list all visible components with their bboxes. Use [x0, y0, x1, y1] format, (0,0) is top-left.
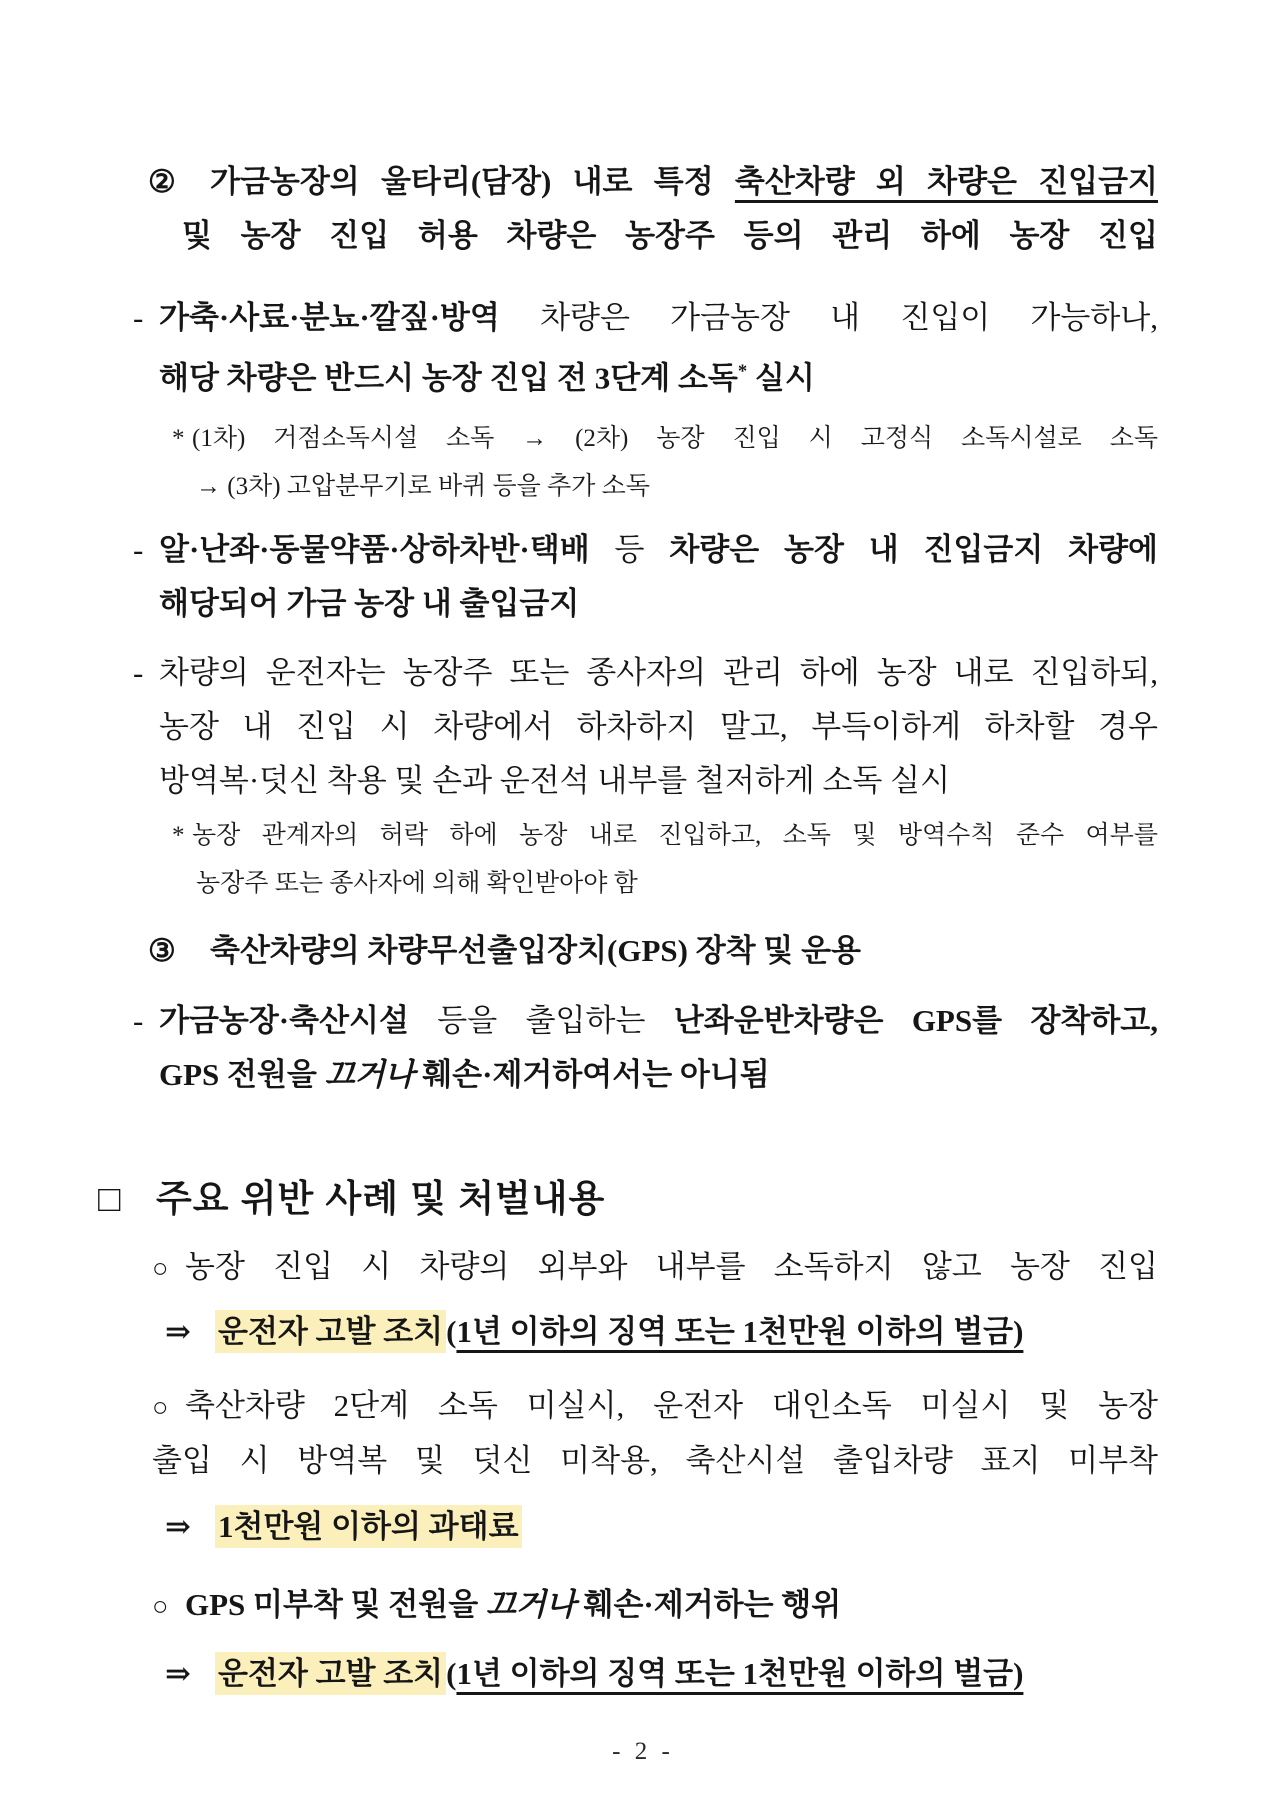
circle-bullet-marker: ○: [152, 1253, 169, 1284]
item-2-line-2: 및 농장 진입 허용 차량은 농장주 등의 관리 하에 농장 진입: [182, 218, 1158, 253]
asterisk-marker: *: [172, 425, 185, 453]
asterisk-marker: *: [172, 822, 185, 850]
dash-item-2-line-1: [133, 523, 1158, 577]
case-3-text-2: 훼손·제거하는 행위: [575, 1587, 842, 1623]
circled-3-marker: ③: [148, 933, 176, 969]
circle-bullet-marker: ○: [152, 1392, 169, 1423]
penalty-1-underline: 1년 이하의 징역 또는 1천만원 이하의 벌금): [456, 1314, 1024, 1350]
circled-2-marker: ②: [148, 164, 176, 199]
dash-item-3-line-3: 방역복·덧신 착용 및 손과 운전석 내부를 철저하게 소독 실시: [159, 763, 951, 799]
item-2-line-1: [148, 0, 1158, 209]
case-3-text-1: GPS 미부착 및 전원을: [185, 1587, 486, 1623]
item-2-text: 가금농장의 울타리(담장) 내로 특정: [210, 164, 735, 199]
dash-item-4-line-1: [133, 994, 1158, 1048]
case-2-line-1: [152, 1379, 1158, 1434]
case-2-text-1: 축산차량 2단계 소독 미실시, 운전자 대인소독 미실시 및 농장: [185, 1388, 1158, 1424]
penalty-3-underline: 1년 이하의 징역 또는 1천만원 이하의 벌금): [456, 1656, 1024, 1692]
dash-4-bold-text-2: 난좌운반차량은 GPS를 장착하고,: [673, 1003, 1158, 1039]
dash-marker: -: [133, 1003, 144, 1039]
dash-1-bold-text: 가축·사료·분뇨·깔짚·방역: [159, 300, 500, 335]
circle-bullet-marker: ○: [152, 1591, 169, 1622]
item-3-text: 축산차량의 차량무선출입장치(GPS) 장착 및 운용: [210, 933, 861, 969]
dash-2-bold-text-2: 차량은 농장 내 진입금지 차량에: [669, 532, 1159, 568]
section-title: 주요 위반 사례 및 처벌내용: [156, 1178, 606, 1220]
case-3-italic-text: 끄거나: [485, 1587, 576, 1623]
dash-2-text: 등: [589, 532, 670, 568]
dash-4-text: 등을 출입하는: [408, 1003, 674, 1039]
case-2-line-2: 출입 시 방역복 및 덧신 미착용, 축산시설 출입차량 표지 미부착: [152, 1443, 1158, 1479]
double-arrow-marker: ⇒: [165, 1314, 191, 1350]
dash-4-bold-text: 가금농장·축산시설: [159, 1003, 409, 1039]
dash-4-bold-text-4: 훼손·제거하여서는 아니됨: [414, 1057, 770, 1093]
penalty-2-line: [165, 1500, 1158, 1554]
double-arrow-marker: ⇒: [165, 1656, 191, 1692]
dash-1-bold-text-3: 실시: [747, 360, 815, 396]
penalty-1-line: [165, 1305, 1158, 1359]
double-arrow-marker: ⇒: [165, 1509, 191, 1545]
item-2-underlined-phrase: 축산차량 외 차량은 진입금지: [734, 164, 1158, 199]
dash-3-text-1: 차량의 운전자는 농장주 또는 종사자의 관리 하에 농장 내로 진입하되,: [159, 655, 1158, 691]
penalty-2-highlight: 1천만원 이하의 과태료: [215, 1505, 522, 1548]
dash-marker: -: [133, 300, 144, 335]
dash-marker: -: [133, 655, 144, 691]
penalty-1-paren: (: [446, 1314, 457, 1350]
dash-item-3-line-2: 농장 내 진입 시 차량에서 하차하지 말고, 부득이하게 하차할 경우: [159, 709, 1158, 745]
footnote-2-line-1: [172, 812, 1158, 860]
footnote-1-line-1: [172, 415, 1158, 463]
dash-4-italic-text: 끄거나: [324, 1057, 415, 1093]
dash-item-1-line-2: [159, 345, 1158, 405]
case-1-text: 농장 진입 시 차량의 외부와 내부를 소독하지 않고 농장 진입: [185, 1249, 1158, 1285]
footnote-asterisk: *: [737, 361, 748, 382]
dash-item-2-line-2: 해당되어 가금 농장 내 출입금지: [159, 586, 580, 622]
dash-marker: -: [133, 532, 144, 568]
case-1-line: [152, 1240, 1158, 1295]
section-header: [98, 1172, 1158, 1226]
penalty-3-paren: (: [446, 1656, 457, 1692]
dash-1-text: 차량은 가금농장 내 진입이 가능하나,: [499, 300, 1158, 335]
dash-item-4-line-2: [159, 1048, 1158, 1102]
footnote-1-line-2: → (3차) 고압분무기로 바퀴 등을 추가 소독: [196, 473, 650, 501]
penalty-3-line: [165, 1647, 1158, 1701]
footnote-2-line-2: 농장주 또는 종사자에 의해 확인받아야 함: [196, 870, 638, 898]
dash-1-bold-text-2: 해당 차량은 반드시 농장 진입 전 3단계 소독: [159, 360, 738, 396]
square-bullet-marker: □: [98, 1178, 122, 1220]
case-3-line: [152, 1578, 1158, 1633]
footnote-2-text: 농장 관계자의 허락 하에 농장 내로 진입하고, 소독 및 방역수칙 준수 여부를: [192, 822, 1158, 850]
dash-item-3-line-1: [133, 646, 1158, 700]
dash-item-1-line-1: [133, 291, 1158, 345]
item-3-line: [148, 924, 1158, 978]
page-number: - 2 -: [612, 1738, 674, 1765]
penalty-1-highlight: 운전자 고발 조치: [215, 1310, 446, 1353]
dash-2-bold-text: 알·난좌·동물약품·상하차반·택배: [159, 532, 590, 568]
penalty-3-highlight: 운전자 고발 조치: [215, 1652, 446, 1695]
dash-4-bold-text-3: GPS 전원을: [159, 1057, 325, 1093]
footnote-1-text: (1차) 거점소독시설 소독 → (2차) 농장 진입 시 고정식 소독시설로 소독: [192, 425, 1158, 453]
